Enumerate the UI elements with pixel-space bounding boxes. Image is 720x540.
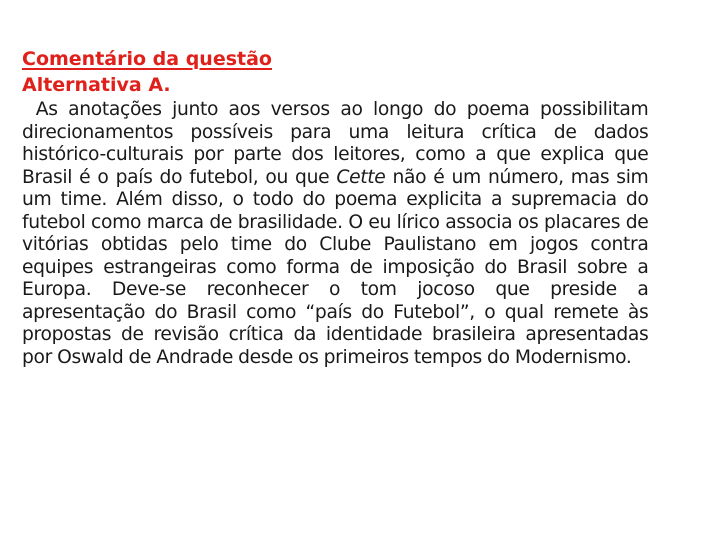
answer-heading: Alternativa A. bbox=[22, 74, 171, 96]
paragraph-text-end: não é um número, mas sim um time. Além disso, o todo do poema explicita a supremacia do futebol como marca de brasilidade. O eu lírico associa os placares de vitórias obtidas pelo time do Clube Paulistano em jogos contra equipes estrangeiras como forma de imposição do Brasil sobre a Europa. Deve-se reconhecer o tom jocoso que preside a apresentação do Brasil como “país do Futebol”, o qual remete às propostas de revisão crítica da identidade brasileira apresentadas por Oswald de Andrade desde os primeiros tempos do Modernismo. bbox=[22, 165, 649, 368]
comment-heading: Comentário da questão bbox=[22, 48, 272, 70]
paragraph-text-start: As anotações junto aos versos ao longo do poema possibilitam direcionamentos possíveis para uma leitura crítica de dados histórico-culturais por parte dos leitores, como a que explica que Brasil é o país do futebol, ou que bbox=[22, 98, 649, 188]
italic-word: Cette bbox=[336, 165, 386, 188]
comment-paragraph bbox=[22, 98, 648, 368]
slide-content bbox=[22, 46, 658, 368]
